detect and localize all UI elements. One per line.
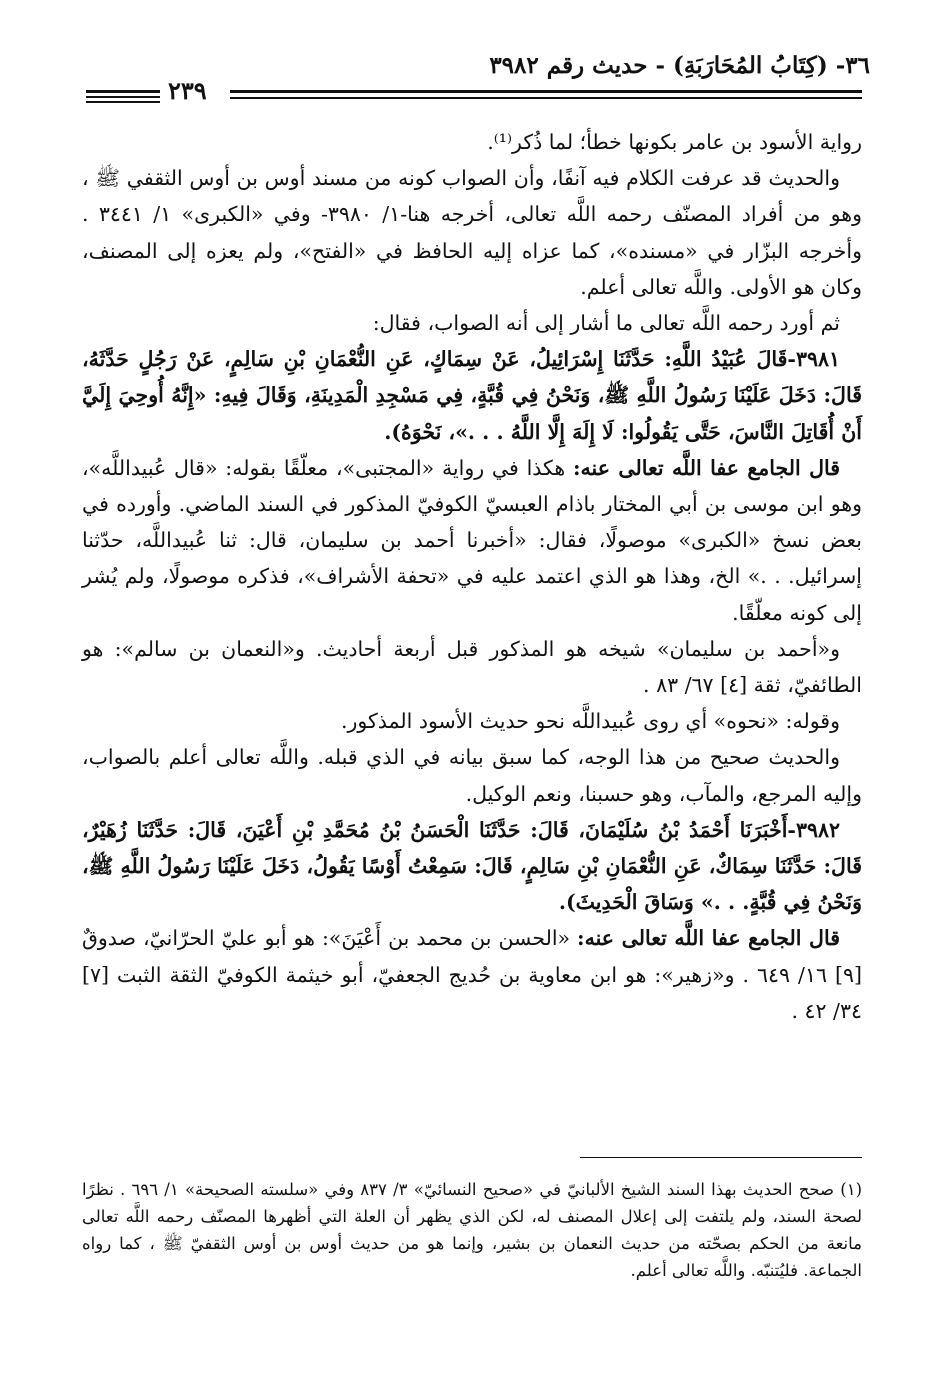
footnotes <box>82 1176 862 1284</box>
paragraph <box>82 450 862 631</box>
header-rule-left-top <box>86 90 160 93</box>
header-rule-left-bottom <box>86 101 160 103</box>
hadith-text: ٣٩٨٢-أَخْبَرَنَا أَحْمَدُ بْنُ سُلَيْمَانَ، قَالَ: حَدَّثَنَا الْحَسَنُ بْنُ مُحَمَّدِ بْنِ أَعْيَنَ، قَالَ: حَدَّثَنَا زُهَيْرٌ، قَالَ: حَدَّثَنَا سِمَاكٌ، عَنِ النُّعْمَانِ بْنِ سَالِمٍ، قَالَ: سَمِعْتُ أَوْسًا يَقُولُ، دَخَلَ عَلَيْنَا رَسُولُ اللَّهِ ﷺ، وَنَحْنُ فِي قُبَّةٍ. . .» وَسَاقَ الْحَدِيثَ). <box>82 817 862 915</box>
paragraph <box>82 920 862 1029</box>
compiler-lead: قال الجامع عفا اللَّه تعالى عنه: <box>572 455 841 480</box>
paragraph: ثم أورد رحمه اللَّه تعالى ما أشار إلى أنه الصواب، فقال: <box>372 311 840 336</box>
running-header <box>80 52 870 112</box>
paragraph: رواية الأسود بن عامر بكونها خطأ؛ لما ذُكر⁽¹⁾. <box>487 130 862 154</box>
paragraph-text: «الحسن بن محمد بن أَعْيَنَ»: هو أبو عليّ الحرّانيّ، صدوقٌ [٩] ١٦/ ٦٤٩ . و«زهير»: هو ابن معاوية بن حُديج الجعفيّ، أبو خيثمة الكوفيّ الثقة الثبت [٧] ٣٤/ ٤٢ . <box>82 926 862 1023</box>
paragraph: والحديث قد عرفت الكلام فيه آنفًا، وأن الصواب كونه من مسند أوس بن أوس الثقفي ﷺ ، وهو من أفراد المصنّف رحمه اللَّه تعالى، أخرجه هنا-١/ ٣٩٨٠- وفي «الكبرى» ١/ ٣٤٤١ . وأخرجه البزّار في «مسنده»، كما عزاه إليه الحافظ في «الفتح»، ولم يعزه إلى المصنف، وكان هو الأولى. واللَّه تعالى أعلم. <box>82 166 862 299</box>
compiler-lead: قال الجامع عفا اللَّه تعالى عنه: <box>577 926 840 951</box>
paragraph: وقوله: «نحوه» أي روى عُبيداللَّه نحو حديث الأسود المذكور. <box>341 709 840 734</box>
header-rule-left-middle <box>86 96 160 98</box>
header-rule-right-bottom <box>230 97 862 99</box>
paragraph: والحديث صحيح من هذا الوجه، كما سبق بيانه في الذي قبله. واللَّه تعالى أعلم بالصواب، وإليه المرجع، والمآب، وهو حسبنا، ونعم الوكيل. <box>82 745 862 806</box>
body-text <box>82 124 862 1029</box>
page-number: ٢٣٩ <box>168 76 207 105</box>
header-rule-right-top <box>230 90 862 93</box>
paragraph: و«أحمد بن سليمان» شيخه هو المذكور قبل أربعة أحاديث. و«النعمان بن سالم»: هو الطائفيّ، ثقة [٤] ٦٧/ ٨٣ . <box>82 636 862 698</box>
footnote: (١) صحح الحديث بهذا السند الشيخ الألبانيّ في «صحيح النسائيّ» ٣/ ٨٣٧ وفي «سلسته الصحيحة» ١/ ٦٩٦ . نظرًا لصحة السند، ولم يلتفت إلى إعلال المصنف له، لكن الذي يظهر أن العلة التي أظهرها المصنّف رحمه اللَّه تعالى مانعة من الحكم بصحّته من حديث النعمان بن بشير، وإنما هو من حديث أوس بن أوس الثقفيّ ﷺ ، كما رواه الجماعة. فليُتنبّه. واللَّه تعالى أعلم. <box>82 1180 862 1280</box>
hadith-text: ٣٩٨١-قَالَ عُبَيْدُ اللَّهِ: حَدَّثَنَا إِسْرَائِيلُ، عَنْ سِمَاكٍ، عَنِ النُّعْمَانِ بْنِ سَالِمٍ، عَنْ رَجُلٍ حَدَّثَهُ، قَالَ: دَخَلَ عَلَيْنَا رَسُولُ اللَّهِ ﷺ، وَنَحْنُ فِي قُبَّةٍ، فِي مَسْجِدِ الْمَدِينَةِ، وَقَالَ فِيهِ: «إِنَّهُ أُوحِيَ إِلَيَّ أَنْ أُقَاتِلَ النَّاسَ، حَتَّى يَقُولُوا: لَا إِلَهَ إِلَّا اللَّهُ . . .»، نَحْوَهُ). <box>82 347 862 444</box>
chapter-title: ٣٦- (كِتَابُ المُحَارَبَةِ) - حديث رقم ٣٩٨٢ <box>489 52 870 79</box>
footnote-separator <box>580 1157 862 1158</box>
paragraph-text: هكذا في رواية «المجتبى»، معلّقًا بقوله: «قال عُبيداللَّه»، وهو ابن موسى بن أبي المختار باذام العبسيّ الكوفيّ المذكور في السند الماضي. وأورده في بعض نسخ «الكبرى» موصولًا، فقال: «أخبرنا أحمد بن سليمان، قال: ثنا عُبيداللَّه، حدّثنا إسرائيل. . .» الخ، وهذا هو الذي اعتمد عليه في «تحفة الأشراف»، فذكره موصولًا، ولم يُشر إلى كونه معلّقًا. <box>82 455 862 625</box>
